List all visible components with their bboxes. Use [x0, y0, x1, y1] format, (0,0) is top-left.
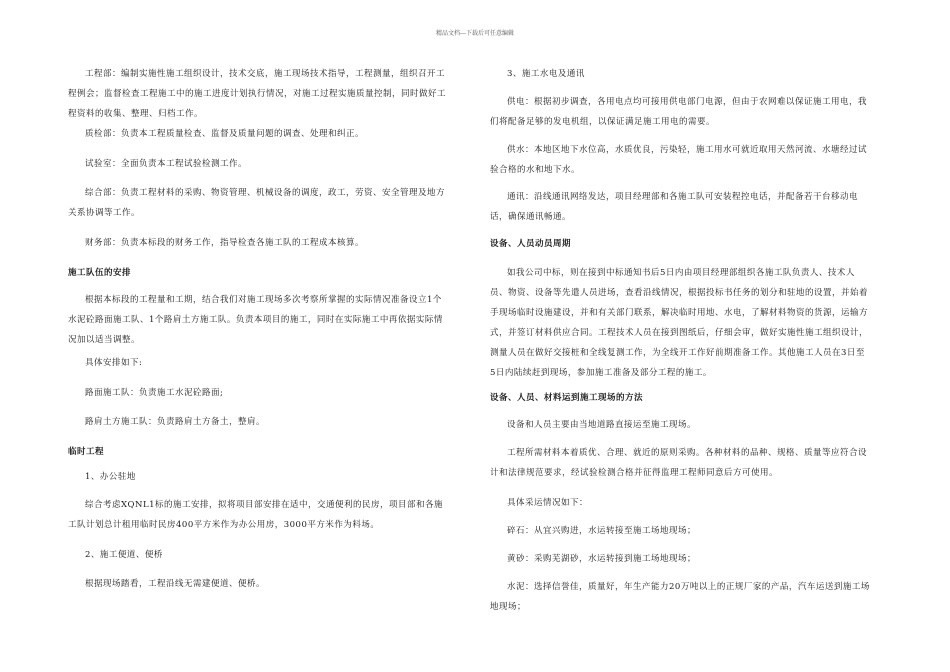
paragraph-office-site: 综合考虑XQNL1标的施工安排，拟将项目部安排在适中，交通便利的民房，项目部和各施工队计划总计租用临时民房400平方米作为办公用房，3000平方米作为料场。 [68, 500, 444, 530]
paragraph-mobilization: 如我公司中标，则在接到中标通知书后5日内由项目经理部组织各施工队负责人、技术人员、物资、设备等先遣人员进场，查看沿线情况，根据投标书任务的划分和驻地的设置，并始着手现场临时设施建设，并和有关部门联系，解决临时用地、水电，了解材料物资的货源，运输方式，并签订材料供应合同。工程技术人员在接到图纸后，仔细会审，做好实施性施工组织设计，测量人员在做好交接桩和全线复测工作，为全线开工作好前期准备工作。其他施工人员在3日至5日内陆续赶到现场，参加施工准备及部分工程的施工。 [490, 268, 869, 378]
paragraph-pavement-team: 路面施工队：负责施工水泥砼路面; [85, 388, 224, 398]
heading-temporary-works: 临时工程 [68, 447, 105, 457]
paragraph-communications: 通讯：沿线通讯网络发达，项目经理部和各施工队可安装程控电话，并配备若干台移动电话，确保通讯畅通。 [490, 192, 859, 222]
paragraph-access-road: 根据现场踏看，工程沿线无需建便道、便桥。 [85, 579, 266, 589]
heading-team-arrangement: 施工队伍的安排 [68, 268, 132, 278]
heading-transport-method: 设备、人员、材料运到施工现场的方法 [490, 393, 644, 403]
paragraph-sand: 黄砂：采购芜湖砂，水运转接到施工场地现场； [507, 554, 697, 564]
paragraph-laboratory: 试验室：全面负责本工程试验检测工作。 [85, 159, 248, 169]
paragraph-power-supply: 供电：根据初步调查，各用电点均可接用供电部门电源，但由于农网难以保证施工用电，我们将配备足够的发电机组，以保证满足施工用电的需要。 [490, 97, 868, 127]
paragraph-cement: 水泥：选择信誉佳，质量好，年生产能力20万吨以上的正规厂家的产品，汽车运送到施工场地现场； [490, 582, 870, 612]
paragraph-water-supply: 供水：本地区地下水位高，水质优良，污染轻，施工用水可就近取用天然河流、水塘经过试验合格的水和地下水。 [490, 145, 868, 175]
paragraph-team-arrangement: 根据本标段的工程量和工期，结合我们对施工现场多次考察所掌握的实际情况准备设立1个水泥砼路面施工队、1个路肩土方施工队。负责本项目的施工，同时在实际施工中再依据实际情况加以适当调整。 [68, 295, 443, 345]
document-header-note: 精品文档---下载后可任意编辑 [435, 30, 515, 37]
paragraph-equipment-transport: 设备和人员主要由当地道路直接运至施工现场。 [507, 420, 697, 430]
paragraph-quality-dept: 质检部：负责本工程质量检查、监督及质量问题的调查、处理和纠正。 [85, 129, 365, 139]
paragraph-arrangement-intro: 具体安排如下: [85, 358, 143, 368]
paragraph-utilities-title: 3、施工水电及通讯 [507, 69, 585, 79]
paragraph-finance-dept: 财务部：负责本标段的财务工作，指导检查各施工队的工程成本核算。 [85, 238, 365, 248]
paragraph-access-road-title: 2、施工便道、便桥 [85, 550, 163, 560]
paragraph-gravel: 碎石：从宜兴购进，水运转接至施工场地现场； [507, 526, 697, 536]
paragraph-material-procurement: 工程所需材料本着质优、合理、就近的原则采购。各种材料的品种、规格、质量等应符合设计和法律规范要求，经试验检测合格并征得监理工程师同意后方可使用。 [490, 448, 868, 478]
paragraph-engineering-dept: 工程部：编制实施性施工组织设计，技术交底，施工现场技术指导，工程测量，组织召开工程例会；监督检查工程施工中的施工进度计划执行情况，对施工过程实施质量控制，同时做好工程资料的收集、整理、归档工作。 [68, 69, 447, 119]
paragraph-general-dept: 综合部：负责工程材料的采购、物资管理、机械设备的调度，政工，劳资、安全管理及地方关系协调等工作。 [68, 188, 446, 218]
heading-mobilization-period: 设备、人员动员周期 [490, 239, 572, 249]
paragraph-office-site-title: 1、办公驻地 [85, 472, 136, 482]
paragraph-transport-intro: 具体采运情况如下： [507, 498, 589, 508]
paragraph-shoulder-team: 路肩土方施工队：负责路肩土方备土，整肩。 [85, 417, 266, 427]
